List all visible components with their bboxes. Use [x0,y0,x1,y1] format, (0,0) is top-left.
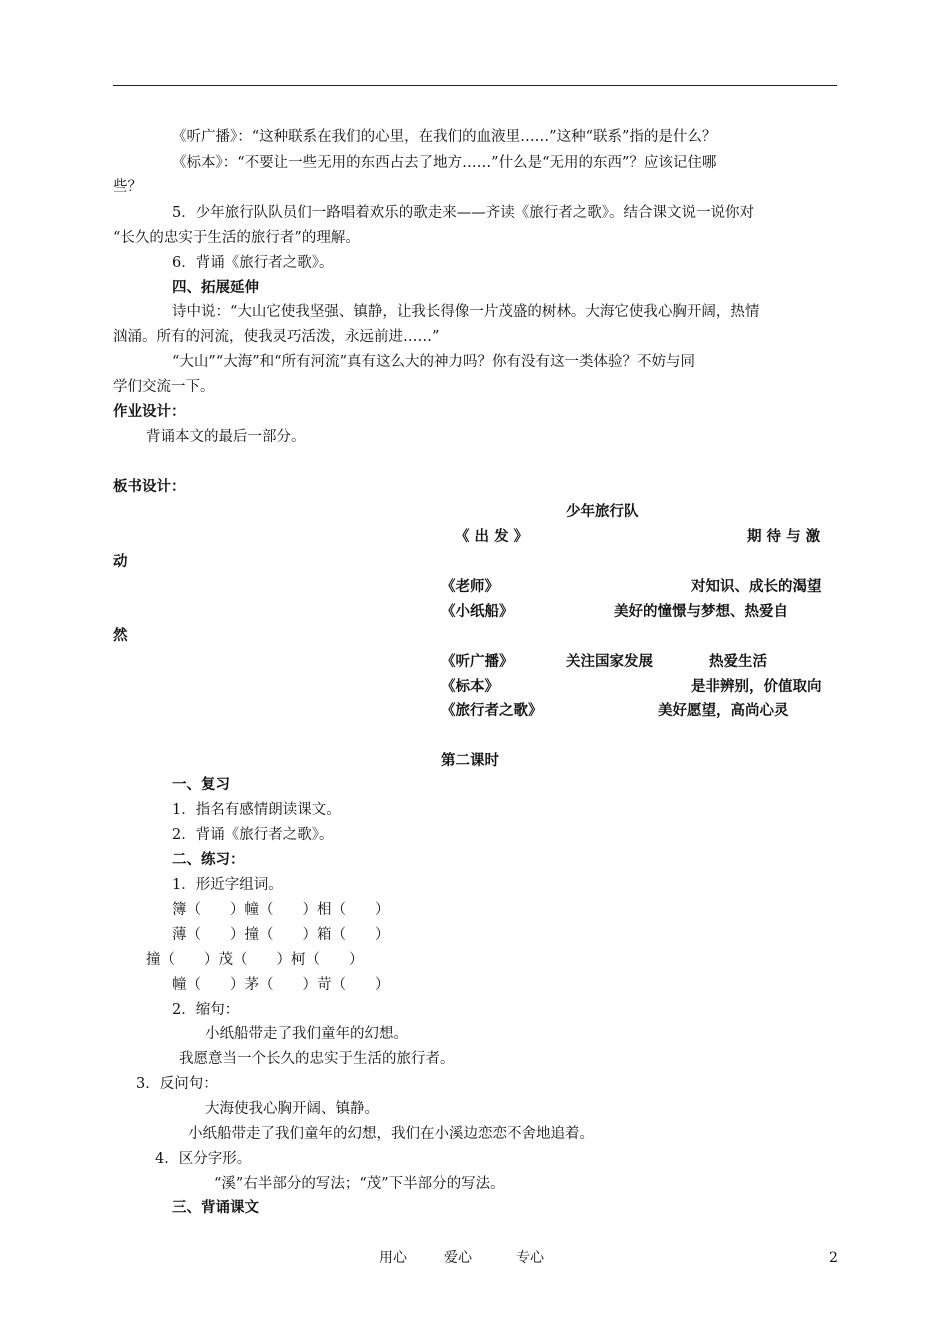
board-heading: 板书设计： [113,479,186,495]
section-heading-extension: 四、拓展延伸 [172,280,259,296]
exercise-4: 4．区分字形。 [155,1151,252,1167]
word-row-4: 幢（ ）茅（ ）苛（ ） [172,977,390,993]
extension-question-cont: 学们交流一下。 [113,379,215,395]
rhetorical-sentence-2: 小纸船带走了我们童年的幻想，我们在小溪边恋恋不舍地追着。 [188,1126,594,1142]
board-row-paperboat-right: 美好的憧憬与梦想、热爱自 [614,604,788,620]
exercise-2: 2．缩句： [172,1002,240,1018]
board-row-specimen-right: 是非辨别，价值取向 [691,679,822,695]
rhetorical-sentence-1: 大海使我心胸开阔、镇静。 [205,1101,379,1117]
board-row-specimen-left: 《标本》 [441,679,499,695]
shorten-sentence-2: 我愿意当一个长久的忠实于生活的旅行者。 [179,1051,455,1067]
item-5-cont: “长久的忠实于生活的旅行者”的理解。 [113,230,360,246]
lesson2-practice-heading: 二、练习： [172,852,245,868]
homework-text: 背诵本文的最后一部分。 [146,429,306,445]
lesson2-review-heading: 一、复习 [172,777,230,793]
extension-question: “大山”“大海”和“所有河流”真有这么大的神力吗？你有没有这一类体验？不妨与同 [172,354,695,370]
footer-word-1: 用心 [379,1250,407,1266]
word-row-1: 簿（ ）幢（ ）相（ ） [172,902,390,918]
page-number: 2 [829,1250,838,1266]
board-row-radio-right: 热爱生活 [709,654,767,670]
board-row-teacher-right: 对知识、成长的渴望 [691,579,822,595]
question-listen-radio: 《听广播》：“这种联系在我们的心里，在我们的血液里……”这种“联系”指的是什么？ [172,129,717,145]
board-row-radio-mid: 关注国家发展 [566,654,653,670]
board-row-departure-wrap: 动 [113,554,128,570]
header-rule [113,85,837,86]
footer-word-3: 专心 [516,1250,544,1266]
question-specimen: 《标本》：“不要让一些无用的东西占去了地方……”什么是“无用的东西”？应该记住哪 [172,155,717,171]
board-row-paperboat-left: 《小纸船》 [441,604,514,620]
poem-quote-cont: 汹涌。所有的河流，使我灵巧活泼，永远前进……” [113,329,440,345]
board-row-travel-song-left: 《旅行者之歌》 [441,703,543,719]
footer-word-2: 爱心 [444,1250,472,1266]
shorten-sentence-1: 小纸船带走了我们童年的幻想。 [205,1026,408,1042]
board-row-departure-right: 期 待 与 激 [747,529,821,545]
glyph-distinction: “溪”右半部分的写法；“茂”下半部分的写法。 [214,1176,505,1192]
board-row-teacher-left: 《老师》 [441,579,499,595]
board-row-radio-left: 《听广播》 [441,654,514,670]
question-specimen-cont: 些？ [113,179,142,195]
word-row-2: 薄（ ）撞（ ）箱（ ） [172,927,390,943]
exercise-3: 3．反问句： [136,1076,218,1092]
review-item-2: 2．背诵《旅行者之歌》。 [172,827,334,843]
homework-heading: 作业设计： [113,404,186,420]
word-row-3: 撞（ ）茂（ ）柯（ ） [146,952,364,968]
board-row-travel-song-right: 美好愿望，高尚心灵 [658,703,789,719]
lesson2-title: 第二课时 [441,753,499,769]
exercise-1: 1．形近字组词。 [172,877,283,893]
review-item-1: 1．指名有感情朗读课文。 [172,802,341,818]
board-row-departure-left: 《 出 发 》 [455,529,529,545]
board-row-paperboat-wrap: 然 [113,628,128,644]
poem-quote: 诗中说：“大山它使我坚强、镇静，让我长得像一片茂盛的树林。大海它使我心胸开阔，热情 [172,304,760,320]
item-6: 6．背诵《旅行者之歌》。 [172,255,334,271]
lesson2-recite-heading: 三、背诵课文 [172,1200,259,1216]
item-5: 5．少年旅行队队员们一路唱着欢乐的歌走来——齐读《旅行者之歌》。结合课文说一说你对 [172,205,754,221]
board-header: 少年旅行队 [566,504,639,520]
